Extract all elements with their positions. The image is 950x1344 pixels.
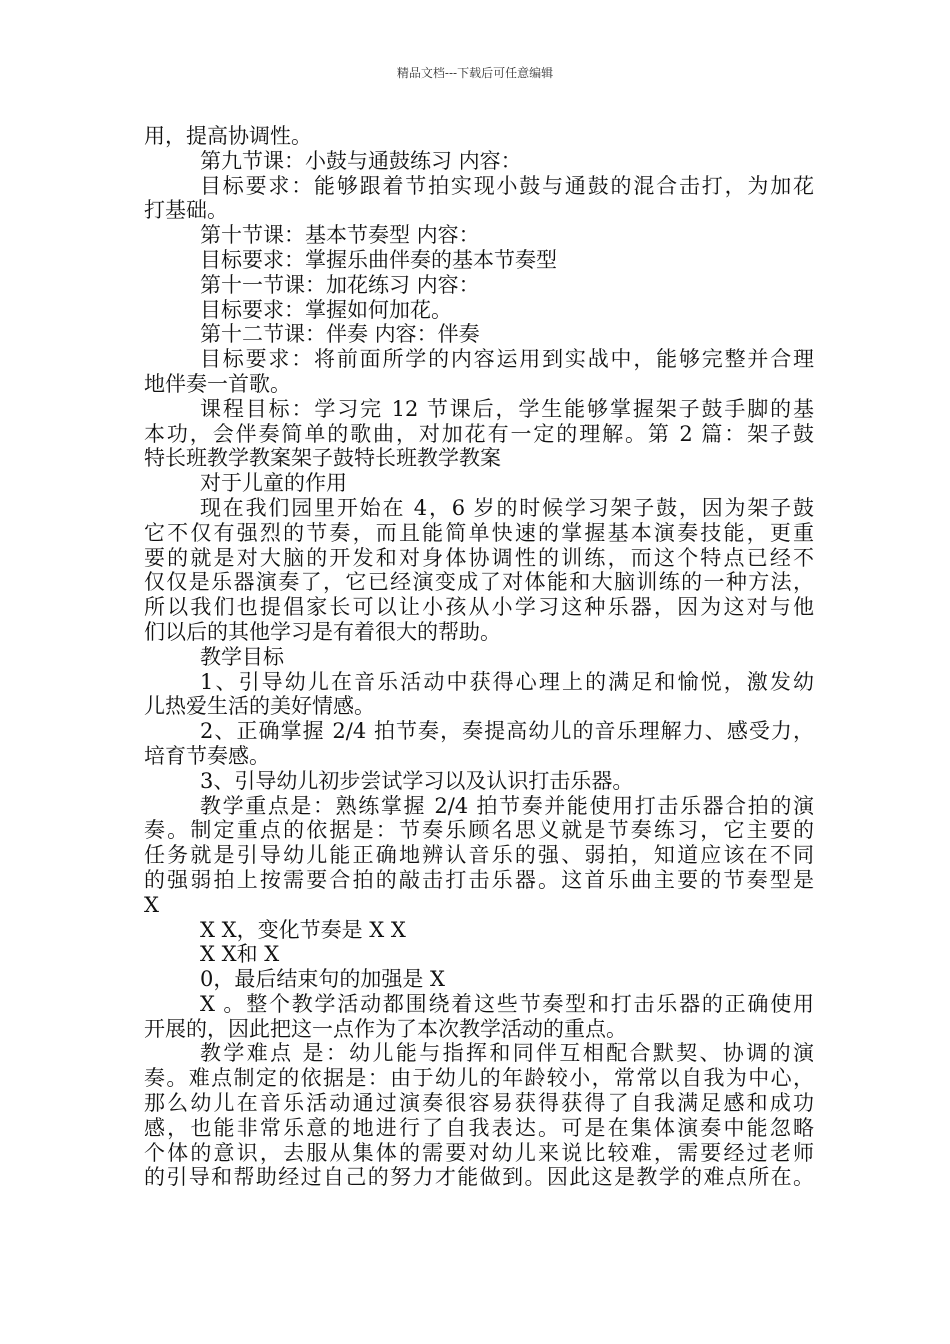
page-header: 精品文档---下载后可任意编辑 <box>396 66 554 80</box>
text-line: 目标要求：将前面所学的内容运用到实战中，能够完整并合理 <box>200 347 814 372</box>
text-line: 个体的意识，去服从集体的需要对幼儿来说比较难，需要经过老师 <box>144 1140 814 1165</box>
section-heading: 教学目标 <box>200 644 284 669</box>
text-line: 课程目标：学习完 12 节课后，学生能够掌握架子鼓手脚的基 <box>200 396 814 421</box>
text-line: 本功，会伴奏简单的歌曲，对加花有一定的理解。第 2 篇：架子鼓 <box>144 421 814 446</box>
text-line: 目标要求：掌握乐曲伴奏的基本节奏型 <box>200 247 557 272</box>
text-line: 培育节奏感。 <box>144 743 270 768</box>
text-line: 教学难点 是：幼儿能与指挥和同伴互相配合默契、协调的演 <box>200 1041 814 1066</box>
text-line: 目标要求：掌握如何加花。 <box>200 297 452 322</box>
text-line: 地伴奏一首歌。 <box>144 371 291 396</box>
text-line: 目标要求：能够跟着节拍实现小鼓与通鼓的混合击打，为加花 <box>200 173 814 198</box>
text-line: 奏。制定重点的依据是：节奏乐顾名思义就是节奏练习，它主要的 <box>144 818 814 843</box>
text-line: 现在我们园里开始在 4，6 岁的时候学习架子鼓，因为架子鼓 <box>200 495 814 520</box>
text-line: 们以后的其他学习是有着很大的帮助。 <box>144 619 501 644</box>
document-body <box>144 124 814 1190</box>
text-line: 1、引导幼儿在音乐活动中获得心理上的满足和愉悦，激发幼 <box>200 669 814 694</box>
section-heading: 对于儿童的作用 <box>200 471 347 496</box>
text-line: X <box>144 892 159 917</box>
text-line: 第九节课：小鼓与通鼓练习 内容： <box>200 148 522 173</box>
text-line: 仅仅是乐器演奏了，它已经演变成了对体能和大脑训练的一种方法， <box>144 570 814 595</box>
text-line: 所以我们也提倡家长可以让小孩从小学习这种乐器，因为这对与他 <box>144 595 814 620</box>
text-line: 的强弱拍上按需要合拍的敲击打击乐器。这首乐曲主要的节奏型是 <box>144 867 814 892</box>
text-line: 任务就是引导幼儿能正确地辨认音乐的强、弱拍，知道应该在不同 <box>144 843 814 868</box>
text-line: 奏。难点制定的依据是：由于幼儿的年龄较小，常常以自我为中心， <box>144 1066 814 1091</box>
text-line: 开展的，因此把这一点作为了本次教学活动的重点。 <box>144 1016 627 1041</box>
text-line: 第十一节课：加花练习 内容： <box>200 272 480 297</box>
text-line: 3、引导幼儿初步尝试学习以及认识打击乐器。 <box>200 768 634 793</box>
text-line: 的引导和帮助经过自己的努力才能做到。因此这是教学的难点所在。 <box>144 1165 814 1190</box>
text-line: 打基础。 <box>144 198 228 223</box>
text-line: X 。整个教学活动都围绕着这些节奏型和打击乐器的正确使用 <box>200 991 814 1016</box>
text-line: 0，最后结束句的加强是 X <box>200 967 445 992</box>
text-line: 它不仅有强烈的节奏，而且能简单快速的掌握基本演奏技能，更重 <box>144 520 814 545</box>
text-line: 第十二节课：伴奏 内容：伴奏 <box>200 322 480 347</box>
text-line: 用，提高协调性。 <box>144 124 312 148</box>
text-line: 要的就是对大脑的开发和对身体协调性的训练，而这个特点已经不 <box>144 545 814 570</box>
text-line: 2、正确掌握 2/4 拍节奏，奏提高幼儿的音乐理解力、感受力， <box>200 719 814 744</box>
text-line: 教学重点是：熟练掌握 2/4 拍节奏并能使用打击乐器合拍的演 <box>200 793 814 818</box>
text-line: 那么幼儿在音乐活动通过演奏很容易获得获得了自我满足感和成功 <box>144 1091 814 1116</box>
text-line: 感，也能非常乐意的地进行了自我表达。可是在集体演奏中能忽略 <box>144 1115 814 1140</box>
text-line: 第十节课：基本节奏型 内容： <box>200 223 480 248</box>
text-line: 儿热爱生活的美好情感。 <box>144 694 375 719</box>
text-line: X X，变化节奏是 X X <box>200 917 406 942</box>
text-line: X X和 X <box>200 942 280 967</box>
text-line: 特长班教学教案架子鼓特长班教学教案 <box>144 446 501 471</box>
